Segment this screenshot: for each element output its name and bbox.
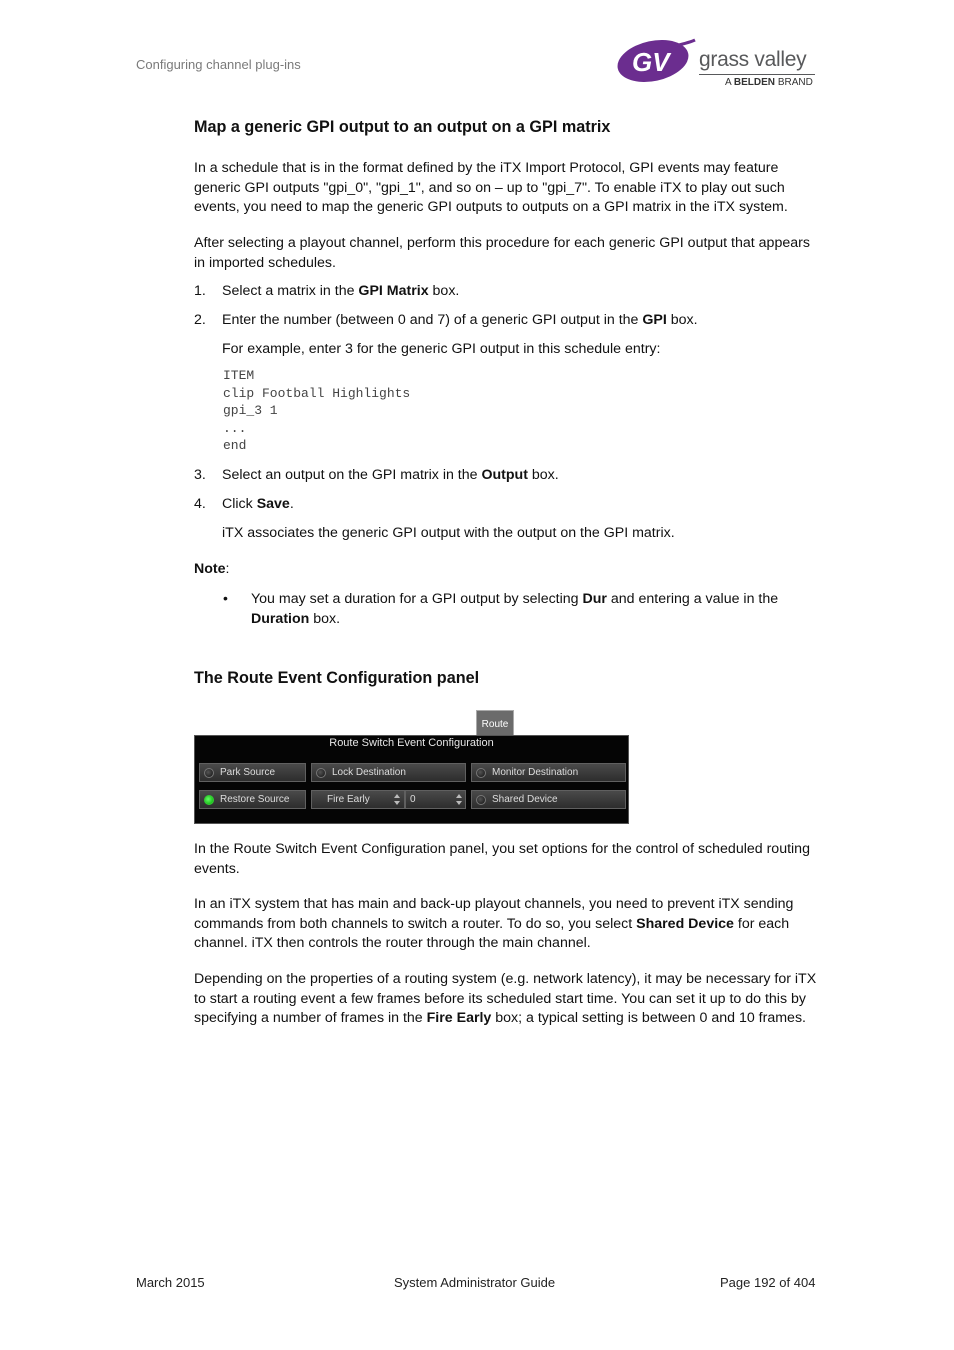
step-text: Select an output on the GPI matrix in the Output box. [222, 467, 559, 483]
code-line: ... [223, 420, 247, 436]
footer-date: March 2015 [136, 1275, 205, 1290]
lock-destination-toggle[interactable]: Lock Destination [311, 763, 466, 782]
section-title-route: The Route Event Configuration panel [194, 669, 480, 687]
logo-divider [699, 74, 815, 75]
step-number: 2. [194, 312, 206, 328]
paragraph: In an iTX system that has main and back-up playout channels, you need to prevent iTX sending commands from both channels to switch a router. To do so, you select Shared Device for each channel. iTX then controls the router through the main channel. [194, 896, 794, 952]
step-text: Enter the number (between 0 and 7) of a generic GPI output in the GPI box. [222, 312, 698, 328]
paragraph: In a schedule that is in the format defined by the iTX Import Protocol, GPI events may feature generic GPI outputs "gpi_0", "gpi_1", and so on – up to "gpi_7". To enable iTX to play out such events, you need to map the generic GPI outputs to outputs on a GPI matrix in the iTX system. [194, 160, 788, 216]
led-off-icon [476, 768, 486, 778]
led-off-icon [316, 768, 326, 778]
code-line: gpi_3 1 [223, 403, 278, 419]
paragraph: In the Route Switch Event Configuration panel, you set options for the control of scheduled routing events. [194, 841, 810, 877]
code-line: clip Football Highlights [223, 385, 411, 401]
note-bullet-text: You may set a duration for a GPI output by selecting Dur and entering a value in the Duration box. [251, 591, 779, 627]
footer-page-number: Page 192 of 404 [720, 1275, 816, 1290]
route-tab[interactable]: Route [476, 710, 514, 736]
bullet-icon: • [223, 590, 228, 606]
step-text: Select a matrix in the GPI Matrix box. [222, 283, 460, 299]
code-line: ITEM [223, 368, 255, 383]
svg-text:GV: GV [632, 47, 670, 77]
shared-device-toggle[interactable]: Shared Device [471, 790, 626, 809]
spinner-arrows-icon[interactable] [392, 791, 402, 808]
led-on-icon [204, 795, 214, 805]
step-result: iTX associates the generic GPI output with the output on the GPI matrix. [222, 525, 675, 541]
note-label: Note: [194, 561, 230, 577]
step-number: 3. [194, 467, 206, 483]
panel-title: Route Switch Event Configuration [329, 737, 494, 749]
park-source-toggle[interactable]: Park Source [199, 763, 306, 782]
led-off-icon [204, 768, 214, 778]
logo-tagline: A BELDEN BRAND [725, 77, 813, 88]
example-intro: For example, enter 3 for the generic GPI output in this schedule entry: [222, 341, 661, 357]
spinner-arrows-icon[interactable] [454, 791, 464, 808]
monitor-destination-toggle[interactable]: Monitor Destination [471, 763, 626, 782]
step-number: 1. [194, 283, 206, 299]
footer-doc-title: System Administrator Guide [394, 1275, 556, 1290]
restore-source-toggle[interactable]: Restore Source [199, 790, 306, 809]
grass-valley-logo [615, 38, 820, 90]
gv-emblem-icon [615, 38, 697, 84]
fire-early-input[interactable]: 0 [405, 790, 466, 809]
section-title-gpi: Map a generic GPI output to an output on a GPI matrix [194, 118, 611, 136]
paragraph: After selecting a playout channel, perform this procedure for each generic GPI output that appears in imported schedules. [194, 235, 810, 271]
led-off-icon [476, 795, 486, 805]
code-line: end [223, 438, 247, 454]
running-header: Configuring channel plug-ins [136, 57, 301, 72]
step-number: 4. [194, 496, 206, 512]
logo-wordmark: grass valley [699, 48, 807, 71]
paragraph: Depending on the properties of a routing system (e.g. network latency), it may be necessary for iTX to start a routing event a few frames before its scheduled start time. You can set it up to do this by specifying a number of frames in the Fire Early box; a typical setting is between 0 and 10 frames. [194, 971, 817, 1027]
fire-early-toggle[interactable]: Fire Early [311, 790, 405, 809]
route-switch-event-panel [194, 735, 629, 824]
step-text: Click Save. [222, 496, 294, 512]
